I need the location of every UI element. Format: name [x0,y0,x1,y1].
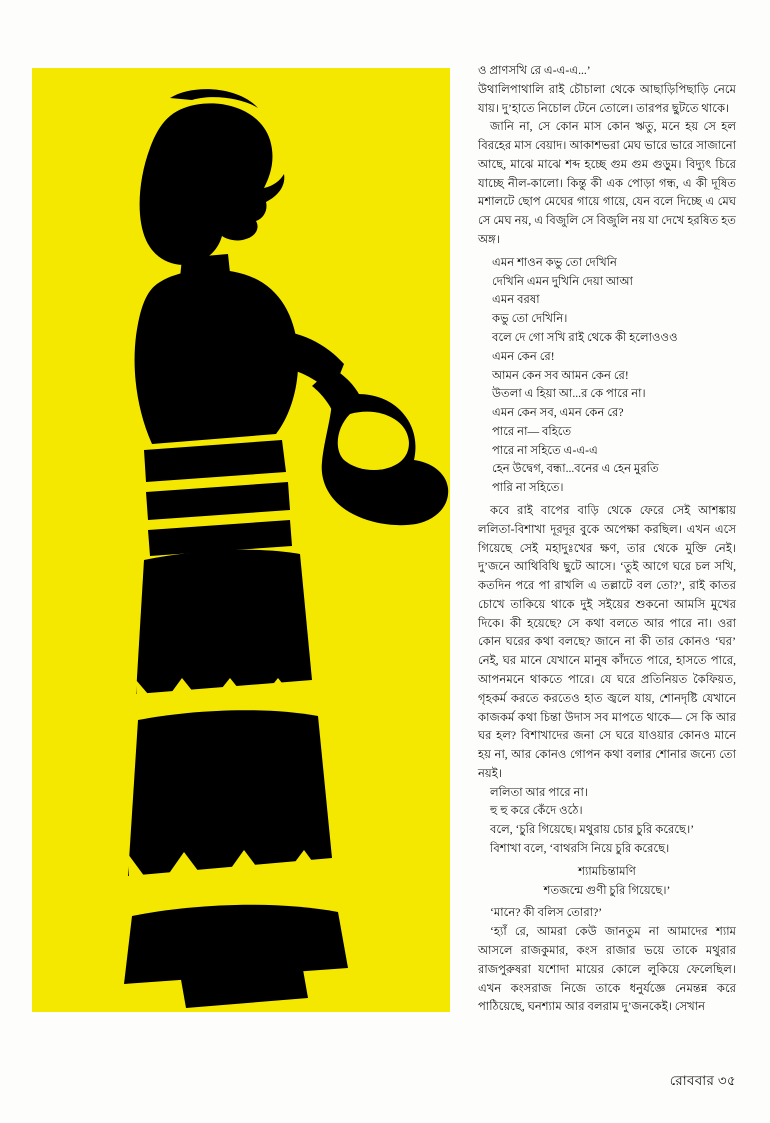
verse-line: আমন কেন সব আমন কেন রে! [492,368,629,382]
verse-line: উতলা এ হিয়া আ...র কে পারে না। [492,387,646,401]
verse-line: পারি না সহিতে। [492,481,564,495]
article-verse-block [478,254,736,498]
article-paragraph: ললিতা আর পারে না। [490,785,588,799]
illustration-panel [32,68,450,1012]
article-paragraph: কবে রাই বাপের বাড়ি থেকে ফেরে সেই আশঙ্কায় ললিতা-বিশাখা দূরদূর বুকে অপেক্ষা করছিল। এখন এসে গিয়েছে সেই মহাদুঃখের ক্ষণ, তার থেকে মুক্তি নেই। দু’জনে আথিবিথি ছুটে আসে। ‘তুই আগে ঘরে চল সখি, কতদিন পরে পা রাখলি এ তল্লাটে বল তো?’, রাই কাতর চোখে তাকিয়ে থাকে দুই সইয়ের শুকনো আমসি মুখের দিকে। কী হয়েছে? সে কথা বলতে আর পারে না। ওরা কোন ঘরের কথা বলছে? জানে না কী তার কোনও ‘ঘর’ নেই, ঘর মানে যেখানে মানুষ কাঁদতে পারে, হাসতে পারে, আপনমনে থাকতে পারে। যে ঘরে প্রতিনিয়ত কৈফিয়ত, গৃহকর্ম করতে করতেও হাত জ্বলে যায়, শোনদৃষ্টি যেখানে কাজকর্ম কথা চিন্তা উদাস সব মাপতে থাকে— সে কি আর ঘর হল? বিশাখাদের জনা সে ঘরে যাওয়ার কোনও মানে হয় না, আর কোনও গোপন কথা বলার শোনার জন্যে তো নয়ই। [478,503,736,780]
article-verse-block [478,863,736,901]
article-paragraph: ও প্রাণসখি রে এ-এ-এ...’ [478,64,591,77]
verse-line: পারে না— বহিতে [492,424,572,438]
verse-line: বলে দে গো সখি রাই থেকে কী হলোওওও [492,330,678,344]
woman-with-bowl-silhouette-icon [32,68,450,1012]
verse-line: এমন কেন রে! [492,349,555,363]
article-paragraph: ‘মানে? কী বলিস তোরা?’ [490,906,603,920]
verse-line: এমন কেন সব, এমন কেন রে? [492,406,624,420]
article-paragraph: বিশাখা বলে, ‘বাথরসি নিয়ে চুরি করেছে। [490,842,670,856]
verse-line: শতজন্মে গুণী চুরি গিয়েছে।’ [543,883,671,897]
verse-line: শ্যামচিন্তামণি [578,864,636,878]
verse-line: পারে না সহিতে এ-এ-এ [492,443,598,457]
verse-line: এমন বরষা [492,293,540,307]
article-paragraph: ‘হ্যাঁ রে, আমরা কেউ জানতুম না আমাদের শ্যাম আসলে রাজকুমার, কংস রাজার ভয়ে তাকে মথুরার রাজপুরুষরা যশোদা মায়ের কোলে লুকিয়ে ফেলেছিল। এখন কংসরাজ নিজে তাকে ধনুর্যজ্ঞে নেমন্তন্ন করে পাঠিয়েছে, ঘনশ্যাম আর বলরাম দু’জনকেই। সেখান [478,925,736,1014]
verse-line: কভু তো দেখিনি। [492,312,568,326]
article-text-column [478,62,736,1017]
article-paragraph: জানি না, সে কোন মাস কোন ঋতু, মনে হয় সে হল বিরহের মাস বেয়াদ। আকাশভরা মেঘ ভারে ভারে সাজানো আছে, মাঝে মাঝে শব্দ হচ্ছে গুম গুম গুড়ুম। বিদ্যুৎ চিরে যাচ্ছে নীল-কালো। কিন্তু কী এক পোড়া গন্ধ, এ কী দূষিত মশালটে ছোপ মেঘের গায়ে গায়ে, যেন বলে দিচ্ছে এ মেঘ সে মেঘ নয়, এ বিজুলি সে বিজুলি নয় যা দেখে হরষিত হত অঙ্গ। [478,120,736,247]
article-paragraph: বলে, ‘চুরি গিয়েছে। মথুরায় চোর চুরি করেছে।’ [490,823,695,837]
verse-line: দেখিনি এমন দুখিনি দেয়া আআ [492,274,634,288]
verse-line: হেন উদ্বেগ, বন্ধা...বনের এ হেন মুরতি [492,462,659,476]
article-paragraph: উথালিপাথালি রাই চৌচালা থেকে আছাড়িপিছাড়ি নেমে যায়। দু’হাতে নিচোল টেনে তোলে। তারপর ছুটতে থাকে। [478,82,736,115]
article-paragraph: হু হু করে কেঁদে ওঠে। [490,804,583,818]
verse-line: এমন শাওন কভু তো দেখিনি [492,255,617,269]
page-footer: রোববার ৩৫ [669,1073,736,1088]
